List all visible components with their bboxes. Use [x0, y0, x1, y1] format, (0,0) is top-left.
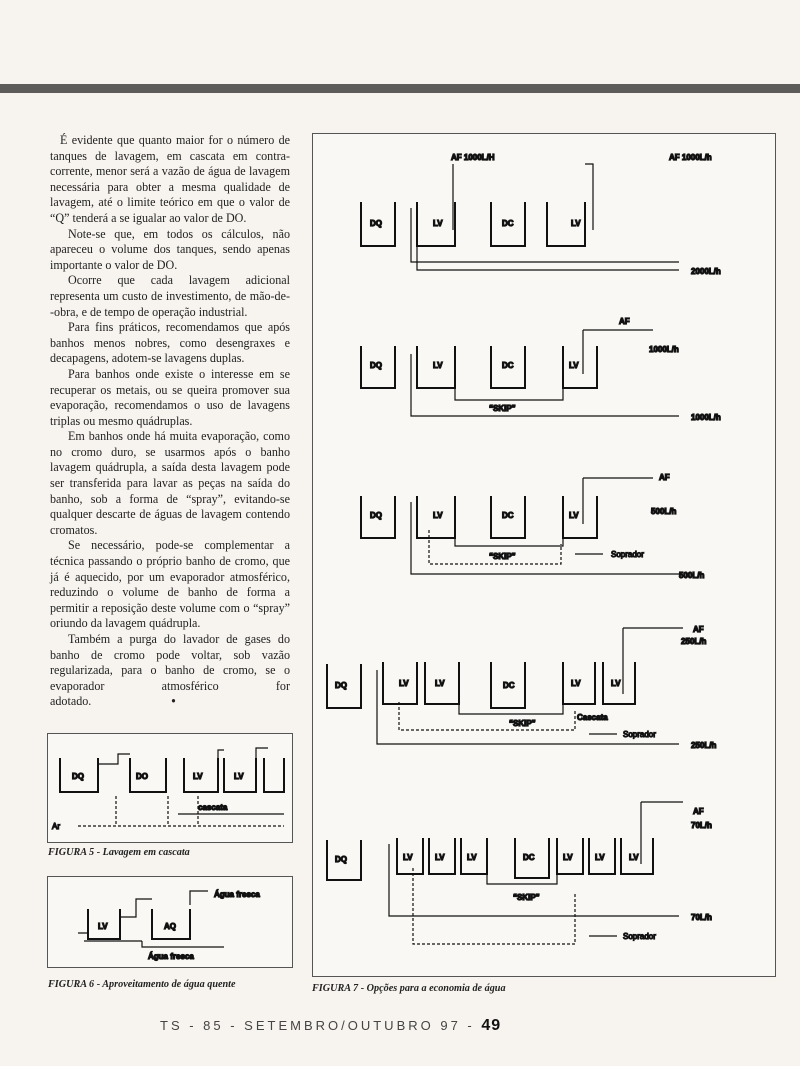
- figure5-diagram: [47, 733, 293, 843]
- f7-r3-af: AF: [659, 473, 670, 482]
- footer-text: TS - 85 - SETEMBRO/OUTUBRO 97 -: [160, 1018, 475, 1033]
- f7-r2-lv2: LV: [569, 361, 579, 370]
- figure7-caption: FIGURA 7 - Opções para a economia de água: [312, 983, 506, 994]
- f7-r5-lv1: LV: [403, 853, 413, 862]
- f7-r3-out: 500L/h: [679, 571, 705, 580]
- f7-r2-skip: “SKIP”: [489, 404, 516, 413]
- f7-r4-af: AF: [693, 625, 704, 634]
- header-rule: [0, 84, 800, 93]
- f5-do: DO: [136, 772, 148, 781]
- f7-r3-flow: 500L/h: [651, 507, 677, 516]
- f6-aq: AQ: [164, 922, 176, 931]
- f7-r1-af-right: AF 1000L/h: [669, 153, 712, 162]
- f7-r5-lv2: LV: [435, 853, 445, 862]
- f7-r2-dc: DC: [502, 361, 514, 370]
- figure5-caption: FIGURA 5 - Lavagem em cascata: [48, 847, 190, 858]
- f5-lv1: LV: [193, 772, 203, 781]
- paragraph: Note-se que, em todos os cálculos, não apareceu o volume dos tanques, sendo apenas importante o valor de DO.: [50, 226, 290, 272]
- f7-r5-lv6: LV: [629, 853, 639, 862]
- f5-dq: DQ: [72, 772, 84, 781]
- figure5-svg: [48, 734, 292, 842]
- f7-r4-lv1: LV: [399, 679, 409, 688]
- paragraph-last: Também a purga do lavador de gases do banho de cromo pode voltar, sob vazão regularizada, para o banho de cromo, se o evaporador atmosférico for adotado. •: [50, 632, 290, 709]
- f7-row1: [361, 153, 721, 276]
- body-text: [50, 133, 290, 710]
- f7-r3-dq: DQ: [370, 511, 382, 520]
- f5-cascata: cascata: [198, 803, 228, 812]
- f7-r5-lv5: LV: [595, 853, 605, 862]
- f7-r2-lv1: LV: [433, 361, 443, 370]
- f7-r4-out: 250L/h: [691, 741, 717, 750]
- f7-r5-lv3: LV: [467, 853, 477, 862]
- f7-r1-lv2: LV: [571, 219, 581, 228]
- f7-r4-lv4: LV: [611, 679, 621, 688]
- f7-r5-af: AF: [693, 807, 704, 816]
- page-footer: [160, 1017, 501, 1035]
- f7-row5: [327, 802, 712, 944]
- paragraph: Em banhos onde há muita evaporação, como no cromo duro, se usarmos após o banho lavagem quádrupla, a saída desta lavagem pode ser transferida para lavar as peças na saída do banho, sob a forma de “spray”, evitando-se qualquer descarte de águas de lavagem contendo cromatos.: [50, 429, 290, 537]
- f7-r1-lv1: LV: [433, 219, 443, 228]
- end-mark: •: [171, 694, 176, 709]
- f7-r3-lv1: LV: [433, 511, 443, 520]
- f7-r4-lv3: LV: [571, 679, 581, 688]
- f7-r4-skip: “SKIP”: [509, 719, 536, 728]
- f7-r5-soprador: Soprador: [623, 932, 656, 941]
- f7-r4-soprador: Soprador: [623, 730, 656, 739]
- f7-r4-cascata: Cascata: [577, 713, 608, 722]
- f7-r5-dc: DC: [523, 853, 535, 862]
- figure6-svg: [48, 877, 292, 967]
- f7-r2-out: 1000L/h: [691, 413, 721, 422]
- f7-r3-lv2: LV: [569, 511, 579, 520]
- f7-r4-dc: DC: [503, 681, 515, 690]
- f7-r3-dc: DC: [502, 511, 514, 520]
- figure6-diagram: [47, 876, 293, 968]
- f7-row4: [327, 625, 716, 750]
- f7-r1-af-left: AF 1000L/H: [451, 153, 495, 162]
- f7-r1-dc: DC: [502, 219, 514, 228]
- f7-row2: [361, 317, 721, 422]
- f7-r1-out: 2000L/h: [691, 267, 721, 276]
- f7-r5-skip: “SKIP”: [513, 893, 540, 902]
- f7-r4-flow: 250L/h: [681, 637, 707, 646]
- paragraph: Se necessário, pode-se complementar a técnica passando o próprio banho de cromo, que já é aquecido, por um evaporador atmosférico, reduzindo o volume de banho de forma a permitir a reposição deste volume com o “spray” oriundo da lavagem quádrupla.: [50, 538, 290, 631]
- f6-agua-fresca-bottom: Água fresca: [148, 952, 194, 961]
- f7-r3-soprador: Soprador: [611, 550, 644, 559]
- f7-r5-flow: 70L/h: [691, 821, 712, 830]
- f6-agua-fresca-top: Água fresca: [214, 890, 260, 899]
- f5-lv2: LV: [234, 772, 244, 781]
- figure7-diagram: [312, 133, 776, 977]
- f7-r2-dq: DQ: [370, 361, 382, 370]
- f7-r1-dq: DQ: [370, 219, 382, 228]
- f7-r3-skip: “SKIP”: [489, 552, 516, 561]
- f7-r4-lv2: LV: [435, 679, 445, 688]
- f7-r4-dq: DQ: [335, 681, 347, 690]
- f7-r2-flow: 1000L/h: [649, 345, 679, 354]
- f7-r5-out: 70L/h: [691, 913, 712, 922]
- paragraph: É evidente que quanto maior for o número de tanques de lavagem, em cascata em contra-corrente, menor será a vazão de água de lavagem necessária para obter a mesma qualidade de lavagem, até o limite teórico em que o valor de “Q” tenderá a se igualar ao valor de DO.: [50, 133, 290, 225]
- f5-ar: Ar: [52, 822, 60, 831]
- f7-r2-af: AF: [619, 317, 630, 326]
- figure7-svg: [313, 134, 775, 976]
- figure6-caption: FIGURA 6 - Aproveitamento de água quente: [48, 979, 236, 990]
- paragraph: Para banhos onde existe o interesse em se recuperar os metais, ou se queira promover sua evaporação, recomendamos o uso de lavagens triplas ou mesmo quádruplas.: [50, 366, 290, 428]
- f7-row3: [361, 473, 704, 580]
- paragraph: Para fins práticos, recomendamos que após banhos menos nobres, como desengraxes e decapagens, adotem-se lavagens duplas.: [50, 320, 290, 366]
- f7-r5-lv4: LV: [563, 853, 573, 862]
- f7-r5-dq: DQ: [335, 855, 347, 864]
- f6-lv: LV: [98, 922, 108, 931]
- paragraph: Ocorre que cada lavagem adicional representa um custo de investimento, de mão-de--obra, e de tempo de operação industrial.: [50, 273, 290, 319]
- page-number: 49: [481, 1017, 502, 1034]
